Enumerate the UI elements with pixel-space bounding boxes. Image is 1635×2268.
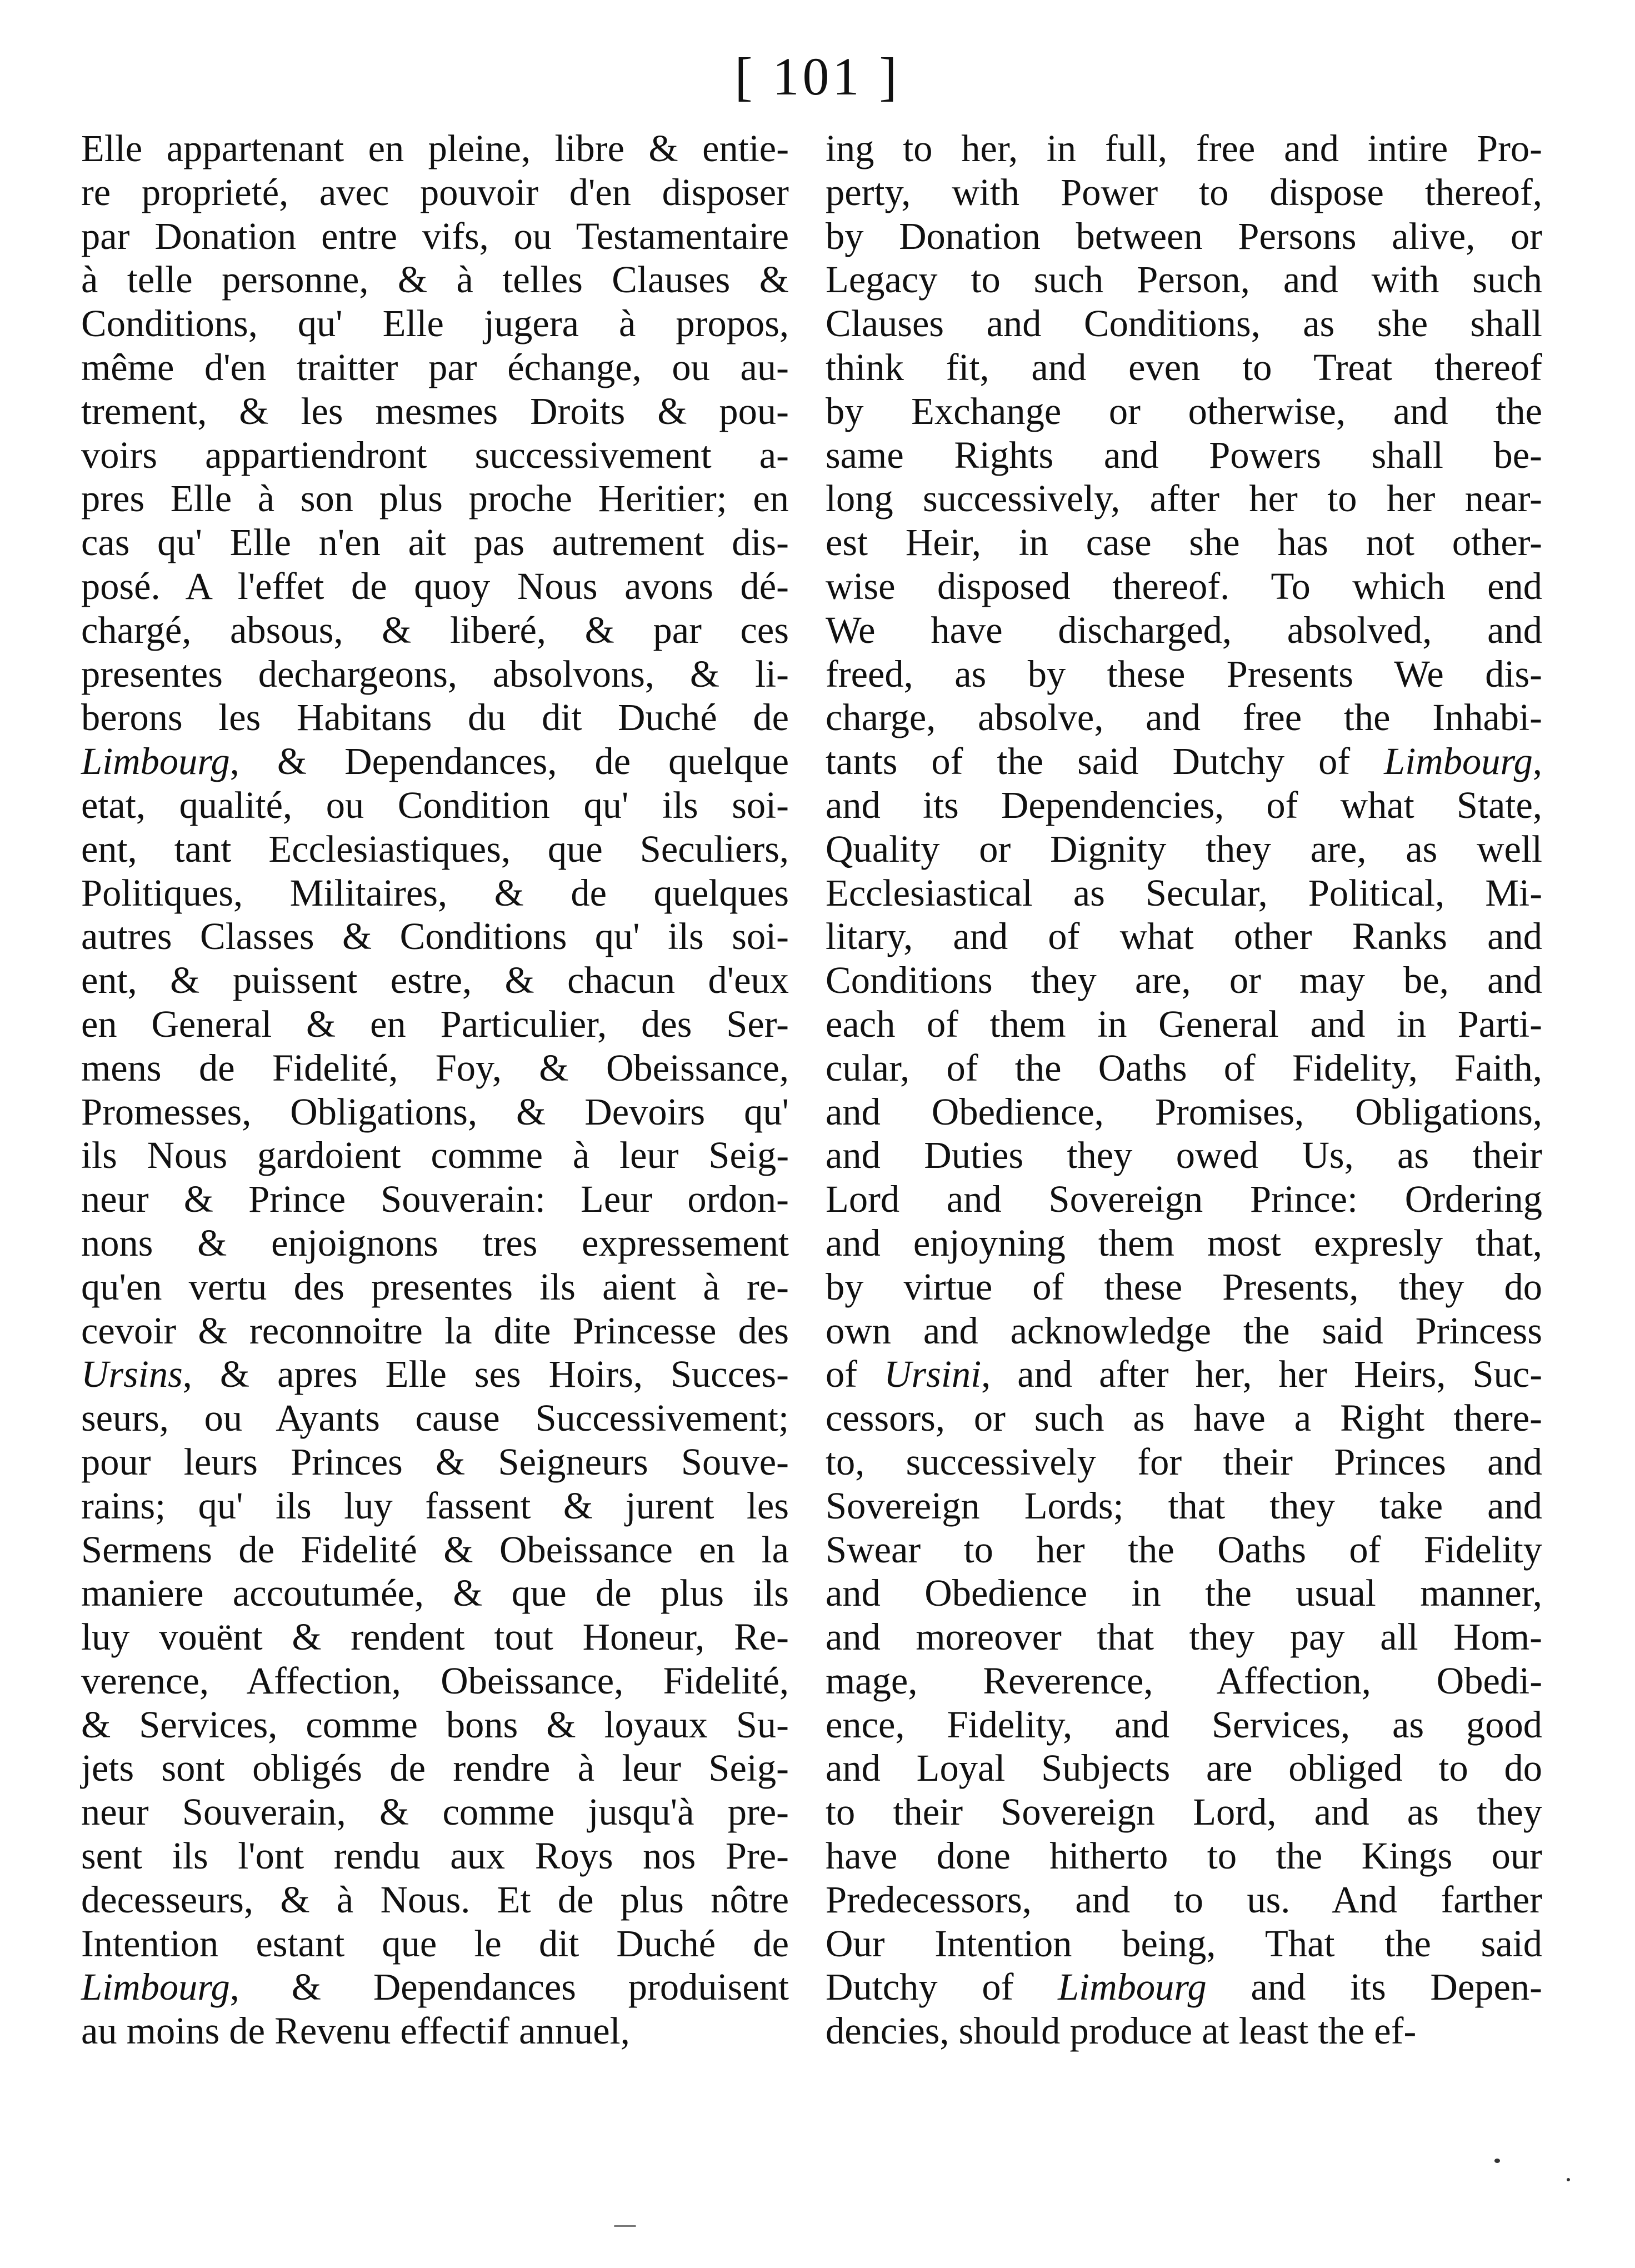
text-line: trement, & les mesmes Droits & pou- (81, 389, 789, 432)
text-line: same Rights and Powers shall be- (826, 433, 1542, 476)
text-line: by Donation between Persons alive, or (826, 214, 1542, 257)
text-line: neur Souverain, & comme jusqu'à pre- (81, 1791, 789, 1834)
text-line: Sovereign Lords; that they take and (826, 1484, 1542, 1527)
column-gutter (803, 144, 804, 2145)
text-line: and enjoyning them most expresly that, (826, 1221, 1542, 1264)
text-line: luy vouënt & rendent tout Honeur, Re- (81, 1616, 789, 1658)
text-line: ence, Fidelity, and Services, as good (826, 1703, 1542, 1746)
text-line: à telle personne, & à telles Clauses & (81, 258, 789, 301)
text-line: maniere accoutumée, & que de plus ils (81, 1572, 789, 1615)
text-line: cevoir & reconnoitre la dite Princesse des (81, 1309, 789, 1352)
text-line: charge, absolve, and free the Inhabi- (826, 696, 1542, 739)
ink-speck (1494, 2159, 1500, 2163)
text-line: cas qu' Elle n'en ait pas autrement dis- (81, 521, 789, 564)
text-line: Ecclesiastical as Secular, Political, Mi- (826, 871, 1542, 914)
text-line: have done hitherto to the Kings our (826, 1835, 1542, 1877)
ink-speck (1567, 2178, 1570, 2181)
text-line: Limbourg, & Dependances produisent (81, 1966, 789, 2009)
text-line: au moins de Revenu effectif annuel, (81, 2010, 630, 2052)
text-line: voirs appartiendront successivement a- (81, 433, 789, 476)
text-line: decesseurs, & à Nous. Et de plus nôtre (81, 1878, 789, 1921)
text-line: verence, Affection, Obeissance, Fidelité, (81, 1659, 789, 1702)
text-line: Conditions they are, or may be, and (826, 959, 1542, 1002)
text-line: We have discharged, absolved, and (826, 608, 1542, 651)
text-line: own and acknowledge the said Princess (826, 1309, 1542, 1352)
text-line: par Donation entre vifs, ou Testamentaire (81, 214, 789, 257)
text-line: Promesses, Obligations, & Devoirs qu' (81, 1090, 789, 1133)
page-number: [ 101 ] (734, 47, 901, 106)
text-line: sent ils l'ont rendu aux Roys nos Pre- (81, 1835, 789, 1877)
text-line: jets sont obligés de rendre à leur Seig- (81, 1747, 789, 1790)
text-line: chargé, absous, & liberé, & par ces (81, 608, 789, 651)
text-line: mage, Reverence, Affection, Obedi- (826, 1659, 1542, 1702)
text-line: think fit, and even to Treat thereof (826, 346, 1542, 388)
text-line: and its Dependencies, of what State, (826, 783, 1542, 826)
text-line: qu'en vertu des presentes ils aient à re- (81, 1265, 789, 1308)
text-line: Sermens de Fidelité & Obeissance en la (81, 1528, 789, 1571)
text-line: of Ursini, and after her, her Heirs, Suc- (826, 1353, 1543, 1396)
ink-speck (614, 2225, 636, 2227)
text-line: ing to her, in full, free and intire Pro- (826, 127, 1542, 169)
english-text-column (826, 127, 1542, 2053)
text-line: cessors, or such as have a Right there- (826, 1397, 1542, 1440)
text-line: etat, qualité, ou Condition qu' ils soi- (81, 783, 789, 826)
text-line: to their Sovereign Lord, and as they (826, 1791, 1542, 1834)
text-line: ent, & puissent estre, & chacun d'eux (81, 959, 789, 1002)
text-line: Swear to her the Oaths of Fidelity (826, 1528, 1542, 1571)
text-line: Quality or Dignity they are, as well (826, 827, 1542, 870)
text-line: en General & en Particulier, des Ser- (81, 1002, 789, 1045)
text-line: litary, and of what other Ranks and (826, 915, 1542, 958)
text-line: Limbourg, & Dependances, de quelque (81, 740, 789, 783)
text-line: rains; qu' ils luy fassent & jurent les (81, 1484, 789, 1527)
text-line: posé. A l'effet de quoy Nous avons dé- (81, 564, 789, 607)
text-line: wise disposed thereof. To which end (826, 564, 1542, 607)
text-line: Legacy to such Person, and with such (826, 258, 1542, 301)
text-line: and Duties they owed Us, as their (826, 1134, 1542, 1177)
french-text-column (81, 127, 789, 2053)
text-line: Politiques, Militaires, & de quelques (81, 871, 789, 914)
text-line: nons & enjoignons tres expressement (81, 1221, 789, 1264)
text-line: Conditions, qu' Elle jugera à propos, (81, 302, 789, 345)
text-line: neur & Prince Souverain: Leur ordon- (81, 1178, 789, 1221)
text-line: freed, as by these Presents We dis- (826, 652, 1542, 695)
text-line: dencies, should produce at least the ef- (826, 2010, 1417, 2052)
text-line: Clauses and Conditions, as she shall (826, 302, 1542, 345)
text-line: presentes dechargeons, absolvons, & li- (81, 652, 789, 695)
text-line: & Services, comme bons & loyaux Su- (81, 1703, 789, 1746)
text-line: mens de Fidelité, Foy, & Obeissance, (81, 1046, 789, 1089)
text-line: ils Nous gardoient comme à leur Seig- (81, 1134, 789, 1177)
text-line: Intention estant que le dit Duché de (81, 1922, 789, 1965)
text-line: and Loyal Subjects are obliged to do (826, 1747, 1542, 1790)
text-line: perty, with Power to dispose thereof, (826, 171, 1542, 213)
text-line: berons les Habitans du dit Duché de (81, 696, 789, 739)
text-line: pour leurs Princes & Seigneurs Souve- (81, 1440, 789, 1483)
text-line: and moreover that they pay all Hom- (826, 1616, 1542, 1658)
text-line: cular, of the Oaths of Fidelity, Faith, (826, 1046, 1542, 1089)
text-line: long successively, after her to her near- (826, 477, 1542, 520)
text-line: and Obedience in the usual manner, (826, 1572, 1542, 1615)
text-line: tants of the said Dutchy of Limbourg, (826, 740, 1542, 783)
text-line: by virtue of these Presents, they do (826, 1265, 1542, 1308)
text-line: Dutchy of Limbourg and its Depen- (826, 1966, 1542, 2009)
text-line: Elle appartenant en pleine, libre & entie- (81, 127, 789, 169)
text-line: by Exchange or otherwise, and the (826, 389, 1542, 432)
text-line: autres Classes & Conditions qu' ils soi- (81, 915, 789, 958)
text-line: Ursins, & apres Elle ses Hoirs, Succes- (81, 1353, 789, 1396)
text-line: Lord and Sovereign Prince: Ordering (826, 1178, 1542, 1221)
text-line: même d'en traitter par échange, ou au- (81, 346, 789, 388)
text-line: re proprieté, avec pouvoir d'en disposer (81, 171, 789, 213)
text-line: each of them in General and in Parti- (826, 1002, 1542, 1045)
text-line: ent, tant Ecclesiastiques, que Seculiers, (81, 827, 789, 870)
text-line: Predecessors, and to us. And farther (826, 1878, 1542, 1921)
text-line: seurs, ou Ayants cause Successivement; (81, 1397, 789, 1440)
text-line: Our Intention being, That the said (826, 1922, 1542, 1965)
text-line: pres Elle à son plus proche Heritier; en (81, 477, 789, 520)
text-line: and Obedience, Promises, Obligations, (826, 1090, 1542, 1133)
text-line: est Heir, in case she has not other- (826, 521, 1542, 564)
text-line: to, successively for their Princes and (826, 1440, 1542, 1483)
